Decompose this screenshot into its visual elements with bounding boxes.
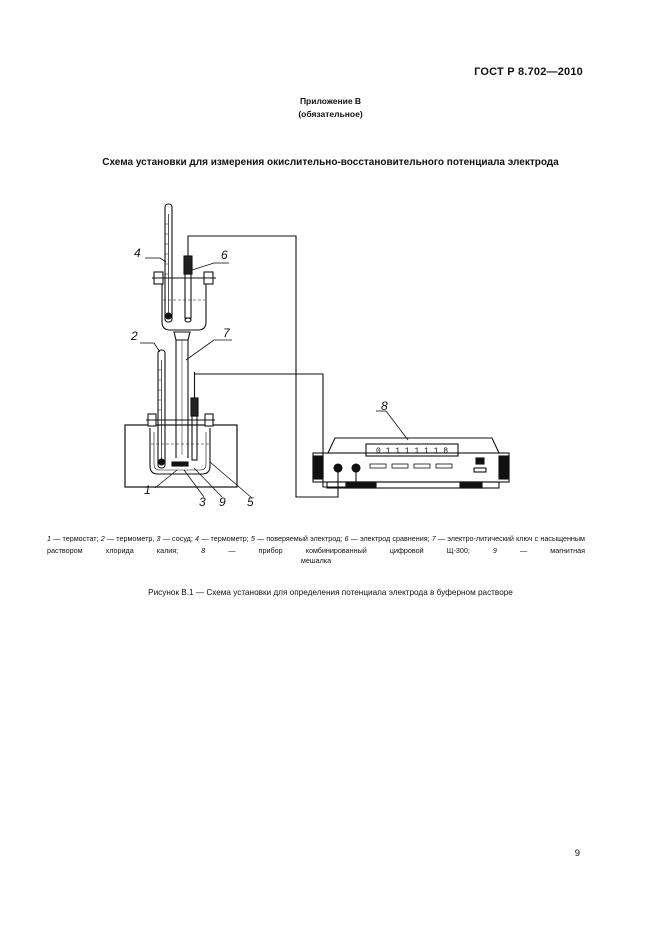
annex-status: (обязательное)	[298, 109, 363, 119]
thermostat	[125, 425, 237, 487]
digital-instrument	[313, 438, 509, 488]
callout-2: 2	[131, 329, 138, 343]
annex-title: Приложение В	[299, 96, 362, 106]
figure-legend: 1 — термостат; 2 — термометр, 3 — сосуд; 4 — термометр; 5 — поверяемый электрод; 6 — электрод сравнения; 7 — электро-литический ключ с насыщенным раствором хлорида калия; 8 — прибор комбинированный цифровой Щ-300; 9 — магнитная	[47, 534, 585, 555]
electrolytic-key	[174, 332, 190, 458]
electrode-5	[191, 372, 198, 460]
standard-number: ГОСТ Р 8.702—2010	[474, 66, 583, 78]
callout-3: 3	[199, 495, 206, 509]
callout-5: 5	[247, 495, 254, 509]
callout-8: 8	[381, 399, 388, 413]
callout-4: 4	[134, 246, 141, 260]
figure-legend-tail: мешалка	[300, 556, 332, 565]
callout-7: 7	[223, 326, 230, 340]
reference-electrode-6	[184, 256, 192, 322]
upper-vessel	[152, 272, 216, 330]
callout-1: 1	[144, 483, 151, 497]
thermometer-4	[165, 204, 172, 322]
thermometer-2	[158, 350, 165, 468]
callout-9: 9	[219, 495, 226, 509]
instrument-display: 0 1 1 1 1 1 1 8	[375, 447, 449, 456]
figure-caption: Рисунок В.1 — Схема установки для определения потенциала электрода в буферном растворе	[148, 588, 513, 597]
scheme-title: Схема установки для измерения окислительно-восстановительного потенциала электрода	[102, 157, 559, 168]
magnetic-stirrer	[172, 462, 188, 466]
callout-6: 6	[221, 248, 228, 262]
page-number: 9	[574, 848, 580, 859]
